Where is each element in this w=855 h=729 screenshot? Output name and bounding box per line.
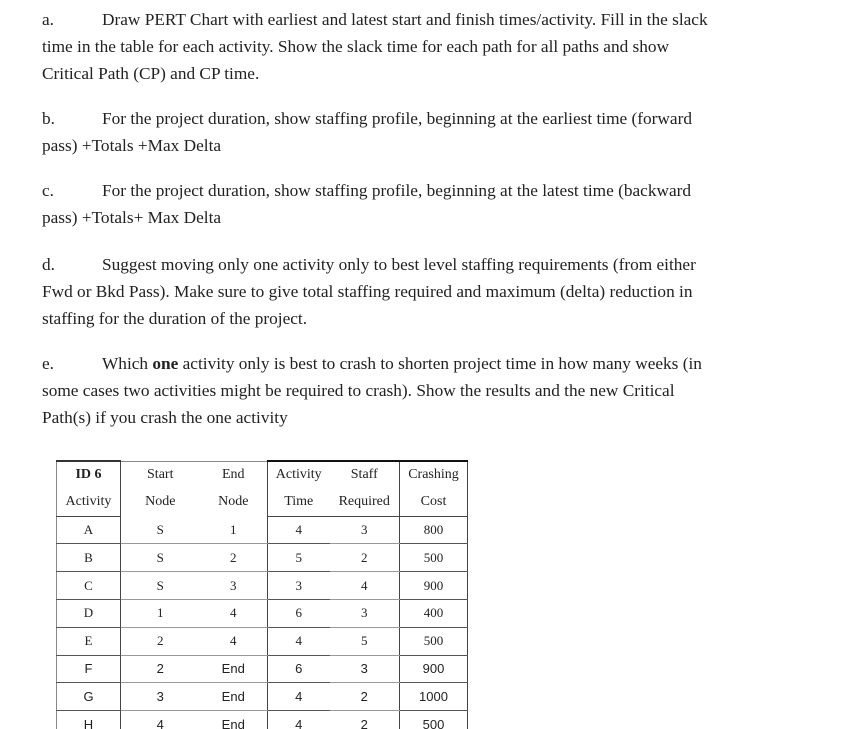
cell-time: 5 bbox=[268, 544, 330, 572]
cell-activity: E bbox=[57, 627, 121, 655]
header-id: ID 6 bbox=[57, 461, 121, 489]
cell-activity: H bbox=[57, 711, 121, 729]
question-b-line1: For the project duration, show staffing profile, beginning at the earliest time (forward bbox=[102, 109, 692, 128]
question-a bbox=[42, 6, 812, 87]
header-activity-col: Activity bbox=[57, 489, 121, 516]
cell-cost: 500 bbox=[400, 544, 468, 572]
question-c bbox=[42, 177, 812, 231]
table-header-row-1 bbox=[57, 461, 468, 489]
cell-staff: 2 bbox=[330, 544, 400, 572]
cell-end-node: End bbox=[200, 655, 268, 683]
pert-table bbox=[56, 460, 468, 729]
cell-time: 6 bbox=[268, 599, 330, 627]
cell-time: 4 bbox=[268, 516, 330, 544]
cell-activity: G bbox=[57, 683, 121, 711]
cell-start-node: 1 bbox=[121, 599, 200, 627]
cell-cost: 1000 bbox=[400, 683, 468, 711]
question-a-line2: time in the table for each activity. Show the slack time for each path for all paths and show bbox=[42, 37, 670, 56]
cell-end-node: End bbox=[200, 711, 268, 729]
cell-end-node: 4 bbox=[200, 627, 268, 655]
header-end: End bbox=[200, 461, 268, 489]
cell-activity: C bbox=[57, 572, 121, 600]
cell-staff: 3 bbox=[330, 599, 400, 627]
cell-staff: 3 bbox=[330, 516, 400, 544]
cell-end-node: End bbox=[200, 683, 268, 711]
cell-start-node: S bbox=[121, 572, 200, 600]
cell-cost: 900 bbox=[400, 655, 468, 683]
cell-time: 4 bbox=[268, 683, 330, 711]
question-c-line1: For the project duration, show staffing profile, beginning at the latest time (backward bbox=[102, 181, 692, 200]
cell-staff: 2 bbox=[330, 711, 400, 729]
cell-staff: 2 bbox=[330, 683, 400, 711]
table-row bbox=[57, 627, 468, 655]
cell-time: 3 bbox=[268, 572, 330, 600]
question-d-line3: staffing for the duration of the project. bbox=[42, 309, 308, 328]
question-e-line1-post: activity only is best to crash to shorten project time in how many weeks (in bbox=[178, 354, 702, 373]
question-e-line1-pre: Which bbox=[102, 354, 153, 373]
cell-activity: F bbox=[57, 655, 121, 683]
header-node-end: Node bbox=[200, 489, 268, 516]
header-start: Start bbox=[121, 461, 200, 489]
cell-time: 4 bbox=[268, 627, 330, 655]
question-e-line1-emphasis: one bbox=[152, 354, 179, 373]
question-a-line3: Critical Path (CP) and CP time. bbox=[42, 64, 260, 83]
table-row bbox=[57, 516, 468, 544]
cell-staff: 5 bbox=[330, 627, 400, 655]
cell-start-node: 2 bbox=[121, 627, 200, 655]
cell-end-node: 1 bbox=[200, 516, 268, 544]
table-row bbox=[57, 683, 468, 711]
question-d-line2: Fwd or Bkd Pass). Make sure to give total staffing required and maximum (delta) reduction in bbox=[42, 282, 693, 301]
cell-end-node: 3 bbox=[200, 572, 268, 600]
cell-activity: A bbox=[57, 516, 121, 544]
question-e-label: e. bbox=[42, 354, 54, 373]
cell-staff: 3 bbox=[330, 655, 400, 683]
cell-activity: D bbox=[57, 599, 121, 627]
cell-cost: 800 bbox=[400, 516, 468, 544]
activity-table bbox=[56, 460, 468, 729]
table-row bbox=[57, 711, 468, 729]
question-d-line1: Suggest moving only one activity only to best level staffing requirements (from either bbox=[102, 255, 696, 274]
table-row bbox=[57, 599, 468, 627]
table-row bbox=[57, 655, 468, 683]
header-crashing: Crashing bbox=[400, 461, 468, 489]
question-b-label: b. bbox=[42, 109, 55, 128]
cell-time: 6 bbox=[268, 655, 330, 683]
question-b bbox=[42, 105, 812, 159]
header-activity: Activity bbox=[268, 461, 330, 489]
question-b-line2: pass) +Totals +Max Delta bbox=[42, 136, 222, 155]
question-e-line3: Path(s) if you crash the one activity bbox=[42, 408, 288, 427]
question-d-label: d. bbox=[42, 255, 55, 274]
question-a-label: a. bbox=[42, 10, 54, 29]
question-a-line1: Draw PERT Chart with earliest and latest start and finish times/activity. Fill in the slack bbox=[102, 10, 708, 29]
header-node-start: Node bbox=[145, 494, 176, 510]
question-c-label: c. bbox=[42, 181, 54, 200]
cell-start-node: 3 bbox=[121, 683, 200, 711]
question-e-line2: some cases two activities might be required to crash). Show the results and the new Critical bbox=[42, 381, 675, 400]
cell-cost: 500 bbox=[400, 711, 468, 729]
header-required: Required bbox=[330, 489, 400, 516]
cell-start-node: S bbox=[121, 516, 200, 544]
cell-end-node: 2 bbox=[200, 544, 268, 572]
cell-activity: B bbox=[57, 544, 121, 572]
cell-cost: 400 bbox=[400, 599, 468, 627]
cell-time: 4 bbox=[268, 711, 330, 729]
question-d bbox=[42, 251, 812, 332]
question-e bbox=[42, 350, 812, 431]
cell-cost: 900 bbox=[400, 572, 468, 600]
cell-start-node: 4 bbox=[121, 711, 200, 729]
cell-end-node: 4 bbox=[200, 599, 268, 627]
cell-staff: 4 bbox=[330, 572, 400, 600]
cell-cost: 500 bbox=[400, 627, 468, 655]
cell-start-node: S bbox=[121, 544, 200, 572]
question-c-line2: pass) +Totals+ Max Delta bbox=[42, 208, 222, 227]
table-row bbox=[57, 544, 468, 572]
cell-start-node: 2 bbox=[121, 655, 200, 683]
table-row bbox=[57, 572, 468, 600]
header-staff: Staff bbox=[330, 461, 400, 489]
header-time: Time bbox=[268, 489, 330, 516]
header-cost: Cost bbox=[400, 489, 468, 516]
table-header-row-2 bbox=[57, 489, 468, 516]
